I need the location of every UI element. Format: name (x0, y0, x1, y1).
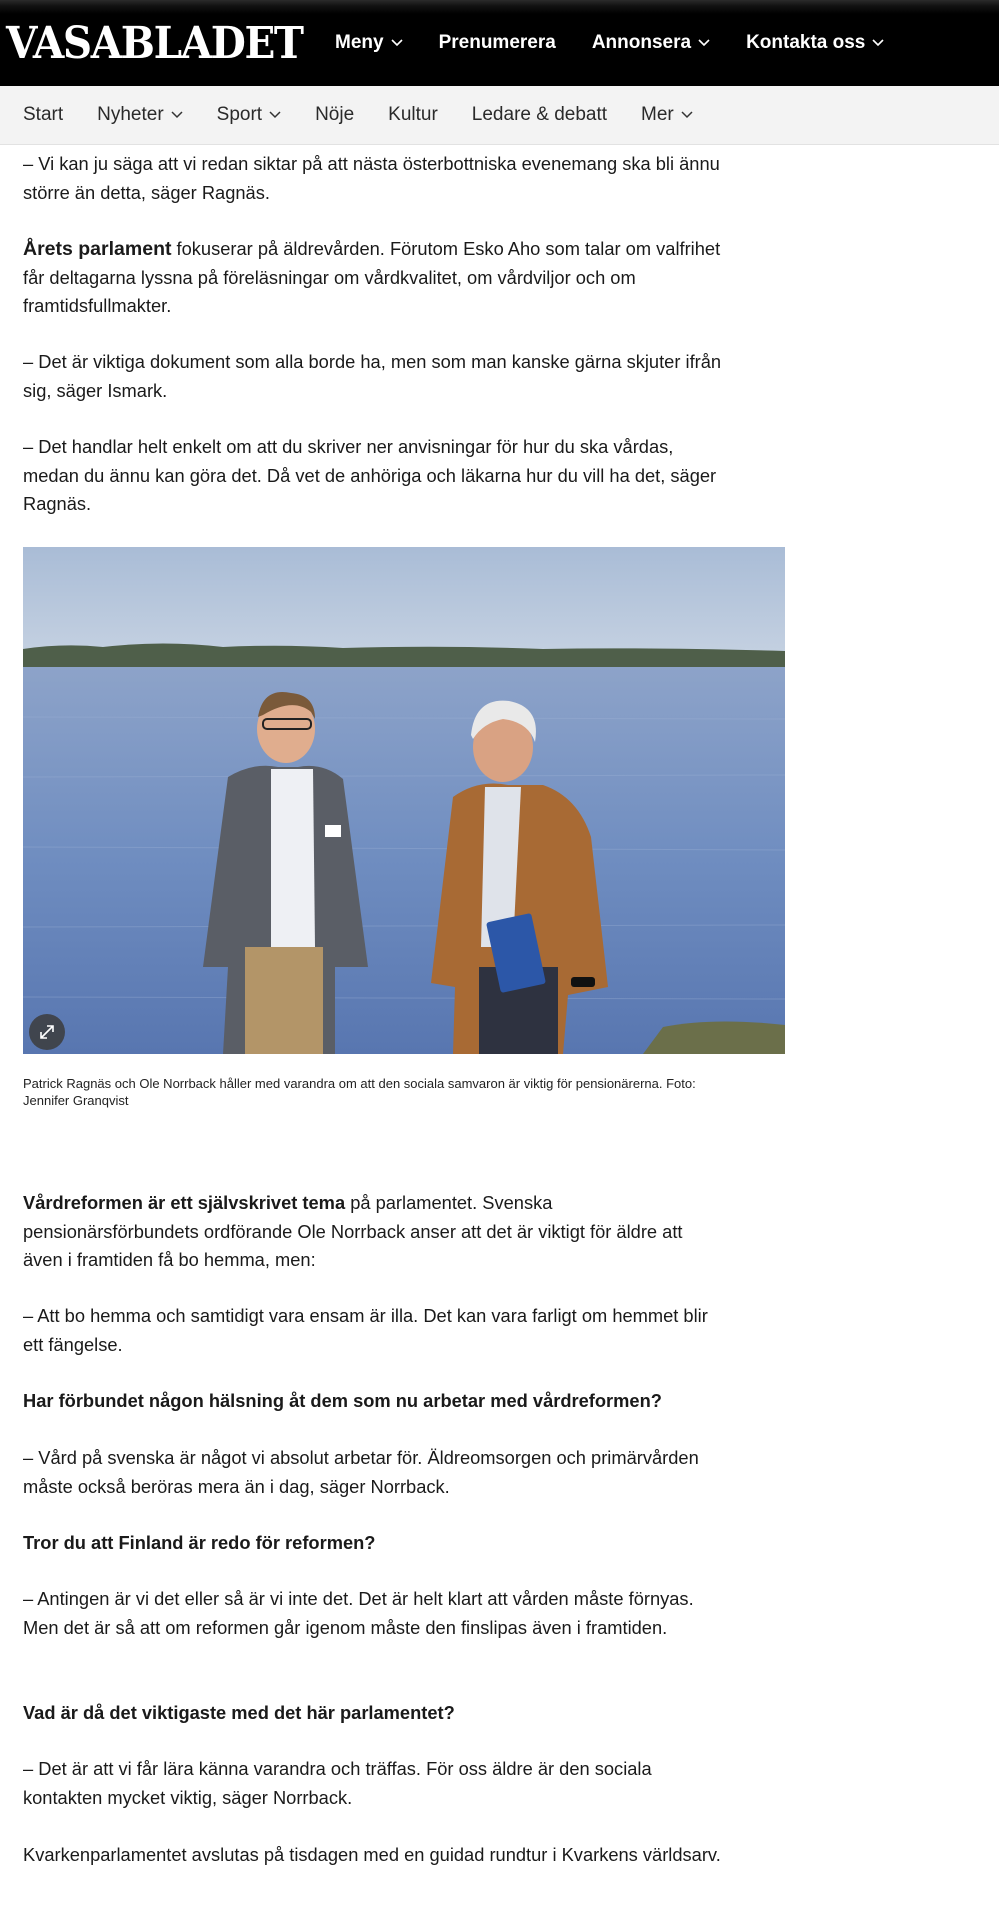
article-paragraph: – Vi kan ju säga att vi redan siktar på att nästa österbottniska evenemang ska bli ännu större än detta, säger Ragnäs. (23, 153, 720, 203)
interview-question: Tror du att Finland är redo för reformen? (23, 1532, 376, 1553)
site-header (0, 0, 999, 86)
chevron-down-icon (872, 39, 884, 47)
paragraph-text: fokuserar på äldrevården. Förutom Esko Aho som talar om valfrihet får deltagarna lyssna på föreläsningar om vårdkvalitet, om vårdviljor och om framtidsfullmakter. (23, 238, 721, 316)
photo-caption: Patrick Ragnäs och Ole Norrback håller med varandra om att den sociala samvaron är viktig för pensionärerna. Foto: Jennifer Granqvist (23, 1076, 696, 1108)
nav-item-label: Annonsera (591, 32, 692, 53)
chevron-down-icon (269, 111, 281, 119)
section-ledare-debatt[interactable] (472, 104, 607, 126)
section-nyheter[interactable] (97, 104, 183, 126)
paragraph-lead: Vårdreformen är ett självskrivet tema (23, 1192, 346, 1213)
section-label: Ledare & debatt (471, 104, 608, 125)
article-paragraph: – Det är viktiga dokument som alla borde ha, men som man kanske gärna skjuter ifrån sig, säger Ismark. (23, 351, 722, 401)
section-label: Kultur (388, 104, 438, 125)
expand-image-button[interactable] (29, 1014, 65, 1050)
interview-answer: – Antingen är vi det eller så är vi inte det. Det är helt klart att vården måste förnyas. Men det är så att om reformen går igenom måste den finslipas även i framtiden. (23, 1588, 694, 1638)
section-label: Mer (641, 104, 674, 125)
article-paragraph (23, 1189, 723, 1275)
interview-question: Vad är då det viktigaste med det här parlamentet? (23, 1702, 455, 1723)
article-paragraph (23, 235, 723, 321)
expand-icon (37, 1022, 57, 1042)
chevron-down-icon (681, 111, 693, 119)
chevron-down-icon (391, 39, 403, 47)
site-logo[interactable]: VASABLADET (6, 18, 303, 69)
chevron-down-icon (171, 111, 183, 119)
article-paragraph: – Att bo hemma och samtidigt vara ensam är illa. Det kan vara farligt om hemmet blir ett fängelse. (23, 1305, 708, 1355)
section-label: Start (23, 104, 64, 125)
section-sport[interactable] (217, 104, 281, 126)
section-label: Sport (216, 104, 263, 125)
chevron-down-icon (698, 39, 710, 47)
top-nav (335, 32, 920, 54)
section-start[interactable] (23, 104, 63, 126)
interview-answer: – Det är att vi får lära känna varandra och träffas. För oss äldre är den sociala kontakten mycket viktig, säger Norrback. (23, 1758, 652, 1808)
nav-item-annonsera[interactable] (592, 32, 710, 54)
section-mer[interactable] (641, 104, 693, 126)
nav-item-meny[interactable] (335, 32, 403, 54)
section-nav (0, 86, 999, 145)
nav-item-prenumerera[interactable] (439, 32, 556, 54)
nav-item-kontakta-oss[interactable] (746, 32, 884, 54)
photo-image (23, 547, 785, 1054)
article-photo[interactable] (23, 547, 785, 1054)
section-noje[interactable] (315, 104, 354, 126)
nav-item-label: Kontakta oss (746, 32, 866, 53)
section-label: Nöje (315, 104, 355, 125)
nav-item-label: Meny (335, 32, 384, 53)
article-paragraph: – Det handlar helt enkelt om att du skriver ner anvisningar för hur du ska vårdas, medan du ännu kan göra det. Då vet de anhöriga och läkarna hur du vill ha det, säger Ragnäs. (23, 436, 717, 514)
nav-item-label: Prenumerera (438, 32, 556, 53)
section-label: Nyheter (97, 104, 164, 125)
interview-answer: – Vård på svenska är något vi absolut arbetar för. Äldreomsorgen och primärvården måste också beröras mera än i dag, säger Norrback. (23, 1447, 699, 1497)
article-paragraph: Kvarkenparlamentet avslutas på tisdagen med en guidad rundtur i Kvarkens världsarv. (23, 1844, 721, 1865)
interview-question: Har förbundet någon hälsning åt dem som nu arbetar med vårdreformen? (23, 1390, 662, 1411)
paragraph-text: på parlamentet. Svenska pensionärsförbundets ordförande Ole Norrback anser att det är viktigt för äldre att även i framtiden få bo hemma, men: (23, 1192, 683, 1270)
paragraph-lead: Årets parlament (23, 238, 172, 260)
section-kultur[interactable] (388, 104, 438, 126)
